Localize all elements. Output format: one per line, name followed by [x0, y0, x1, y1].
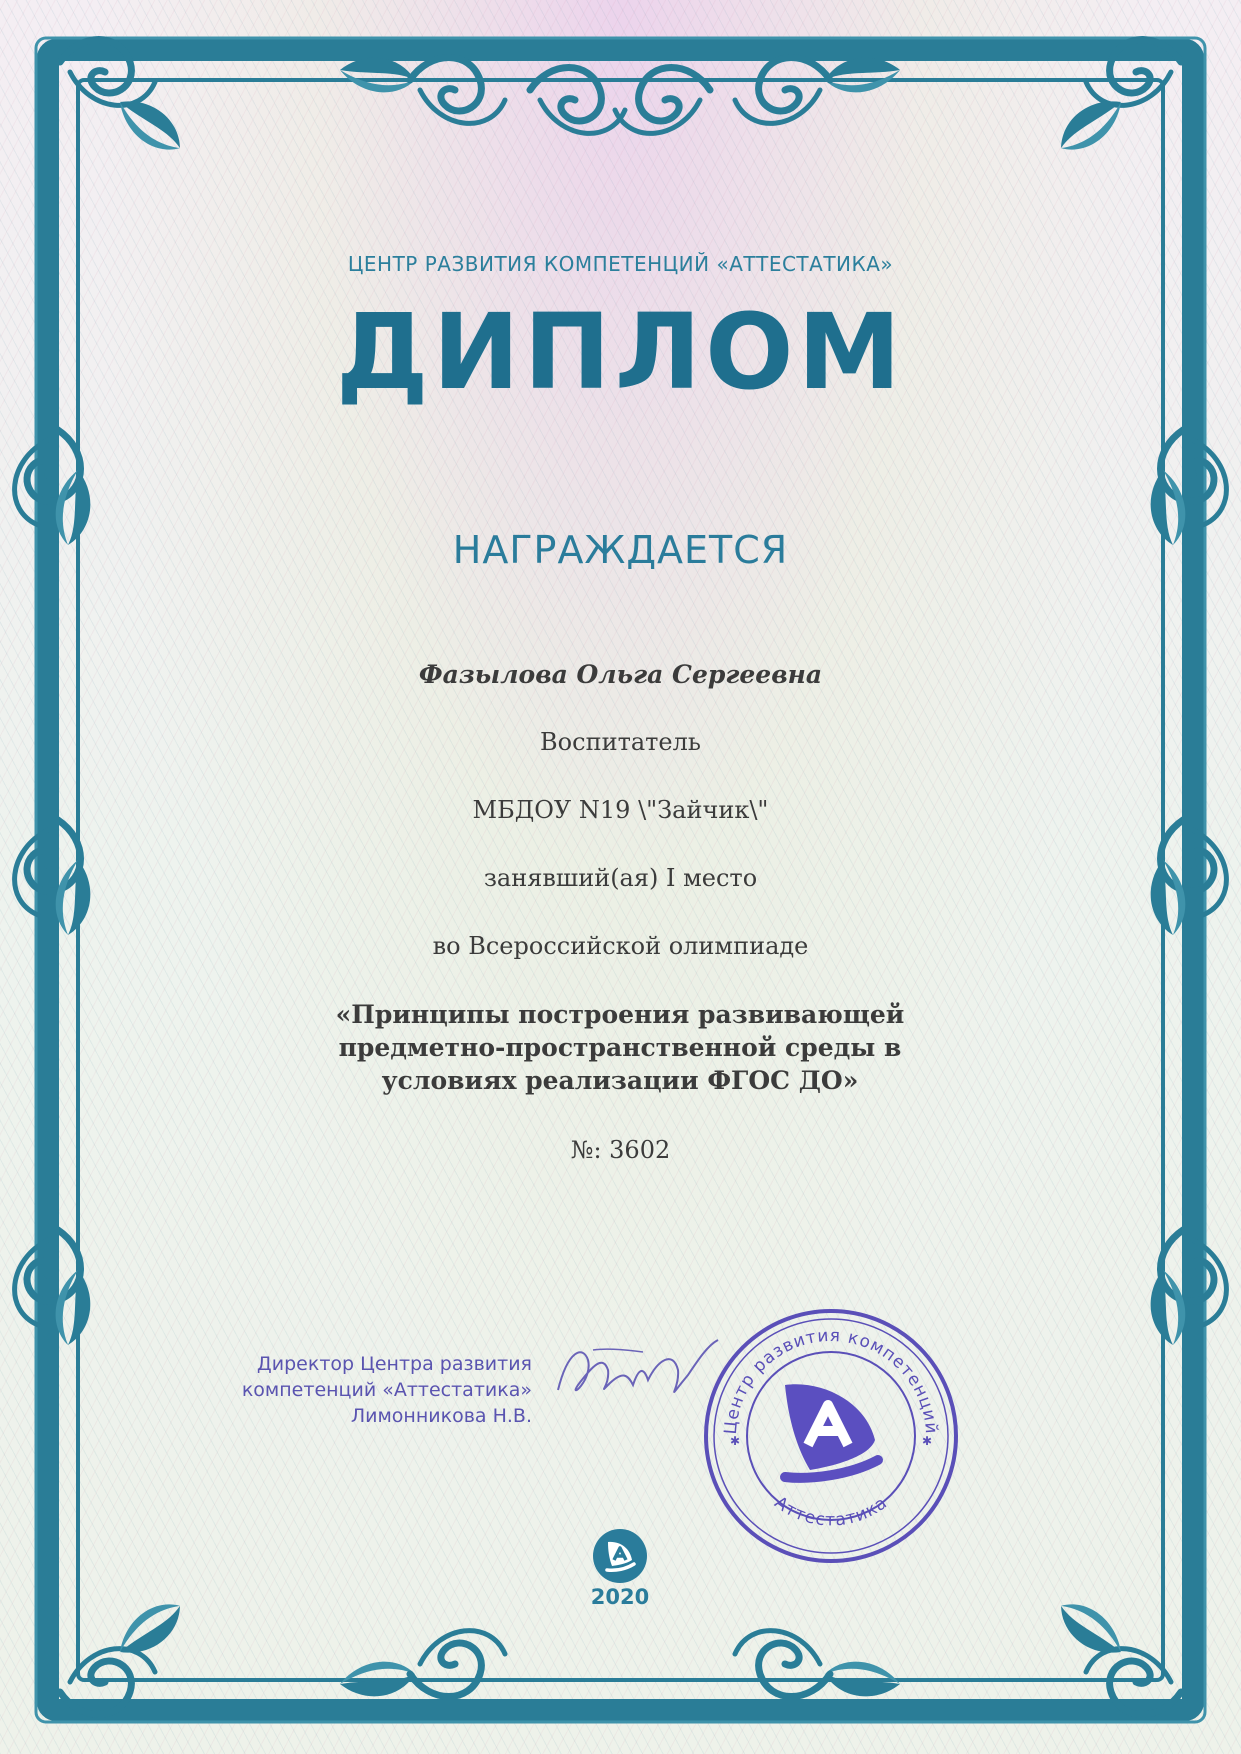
diploma-title: ДИПЛОМ	[336, 291, 905, 413]
director-block	[200, 1351, 532, 1429]
recipient-organization: МБДОУ N19 \"Зайчик\"	[472, 796, 769, 824]
director-line-1: Директор Центра развития	[256, 1353, 532, 1375]
director-line-2: компетенций «Аттестатика»	[241, 1379, 532, 1401]
awarded-heading: НАГРАЖДАЕТСЯ	[452, 528, 789, 572]
stamp-ring-bottom: Аттестатика	[770, 1492, 892, 1531]
olympiad-topic: «Принципы построения развивающей предметно-пространственной среды в условиях реализации ФГОС ДО»	[335, 1000, 905, 1095]
footer-year: 2020	[590, 1585, 650, 1609]
director-name: Лимонникова Н.В.	[350, 1405, 532, 1427]
organization-header: ЦЕНТР РАЗВИТИЯ КОМПЕТЕНЦИЙ «АТТЕСТАТИКА»	[347, 252, 894, 276]
stamp-ring-top: Центр развития компетенций	[720, 1325, 942, 1436]
event-text: во Всероссийской олимпиаде	[432, 932, 809, 960]
recipient-name: Фазылова Ольга Сергеевна	[418, 660, 823, 689]
diploma-number: №: 3602	[570, 1136, 671, 1164]
recipient-position: Воспитатель	[540, 728, 701, 756]
round-seal-icon	[700, 1305, 962, 1567]
place-text: занявший(ая) I место	[483, 864, 758, 892]
svg-text:Аттестатика	[771, 1493, 892, 1531]
svg-text:✱: ✱	[730, 1434, 741, 1448]
svg-text:✱: ✱	[922, 1434, 933, 1448]
sail-a-logo-icon	[592, 1528, 648, 1584]
